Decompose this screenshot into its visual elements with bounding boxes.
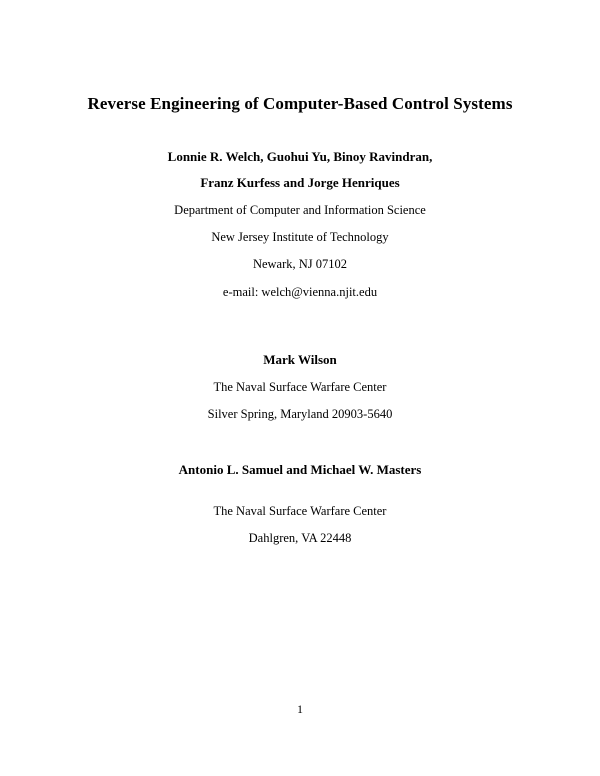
affiliation-nswc-1: The Naval Surface Warfare Center xyxy=(213,380,387,394)
page-number: 1 xyxy=(297,702,303,716)
paper-title: Reverse Engineering of Computer-Based Control Systems xyxy=(87,94,513,113)
authors-line-1: Lonnie R. Welch, Guohui Yu, Binoy Ravindran, xyxy=(167,149,433,164)
affiliation-address: Newark, NJ 07102 xyxy=(252,257,348,271)
affiliation-email: e-mail: welch@vienna.njit.edu xyxy=(222,285,378,299)
affiliation-silver-spring: Silver Spring, Maryland 20903-5640 xyxy=(207,407,393,421)
author-mark-wilson: Mark Wilson xyxy=(263,352,337,367)
affiliation-nswc-2: The Naval Surface Warfare Center xyxy=(213,504,387,518)
authors-line-2: Franz Kurfess and Jorge Henriques xyxy=(200,175,400,190)
affiliation-department: Department of Computer and Information Science xyxy=(174,203,426,217)
authors-samuel-masters: Antonio L. Samuel and Michael W. Masters xyxy=(178,462,422,477)
affiliation-dahlgren: Dahlgren, VA 22448 xyxy=(248,531,352,545)
affiliation-institute: New Jersey Institute of Technology xyxy=(211,230,389,244)
